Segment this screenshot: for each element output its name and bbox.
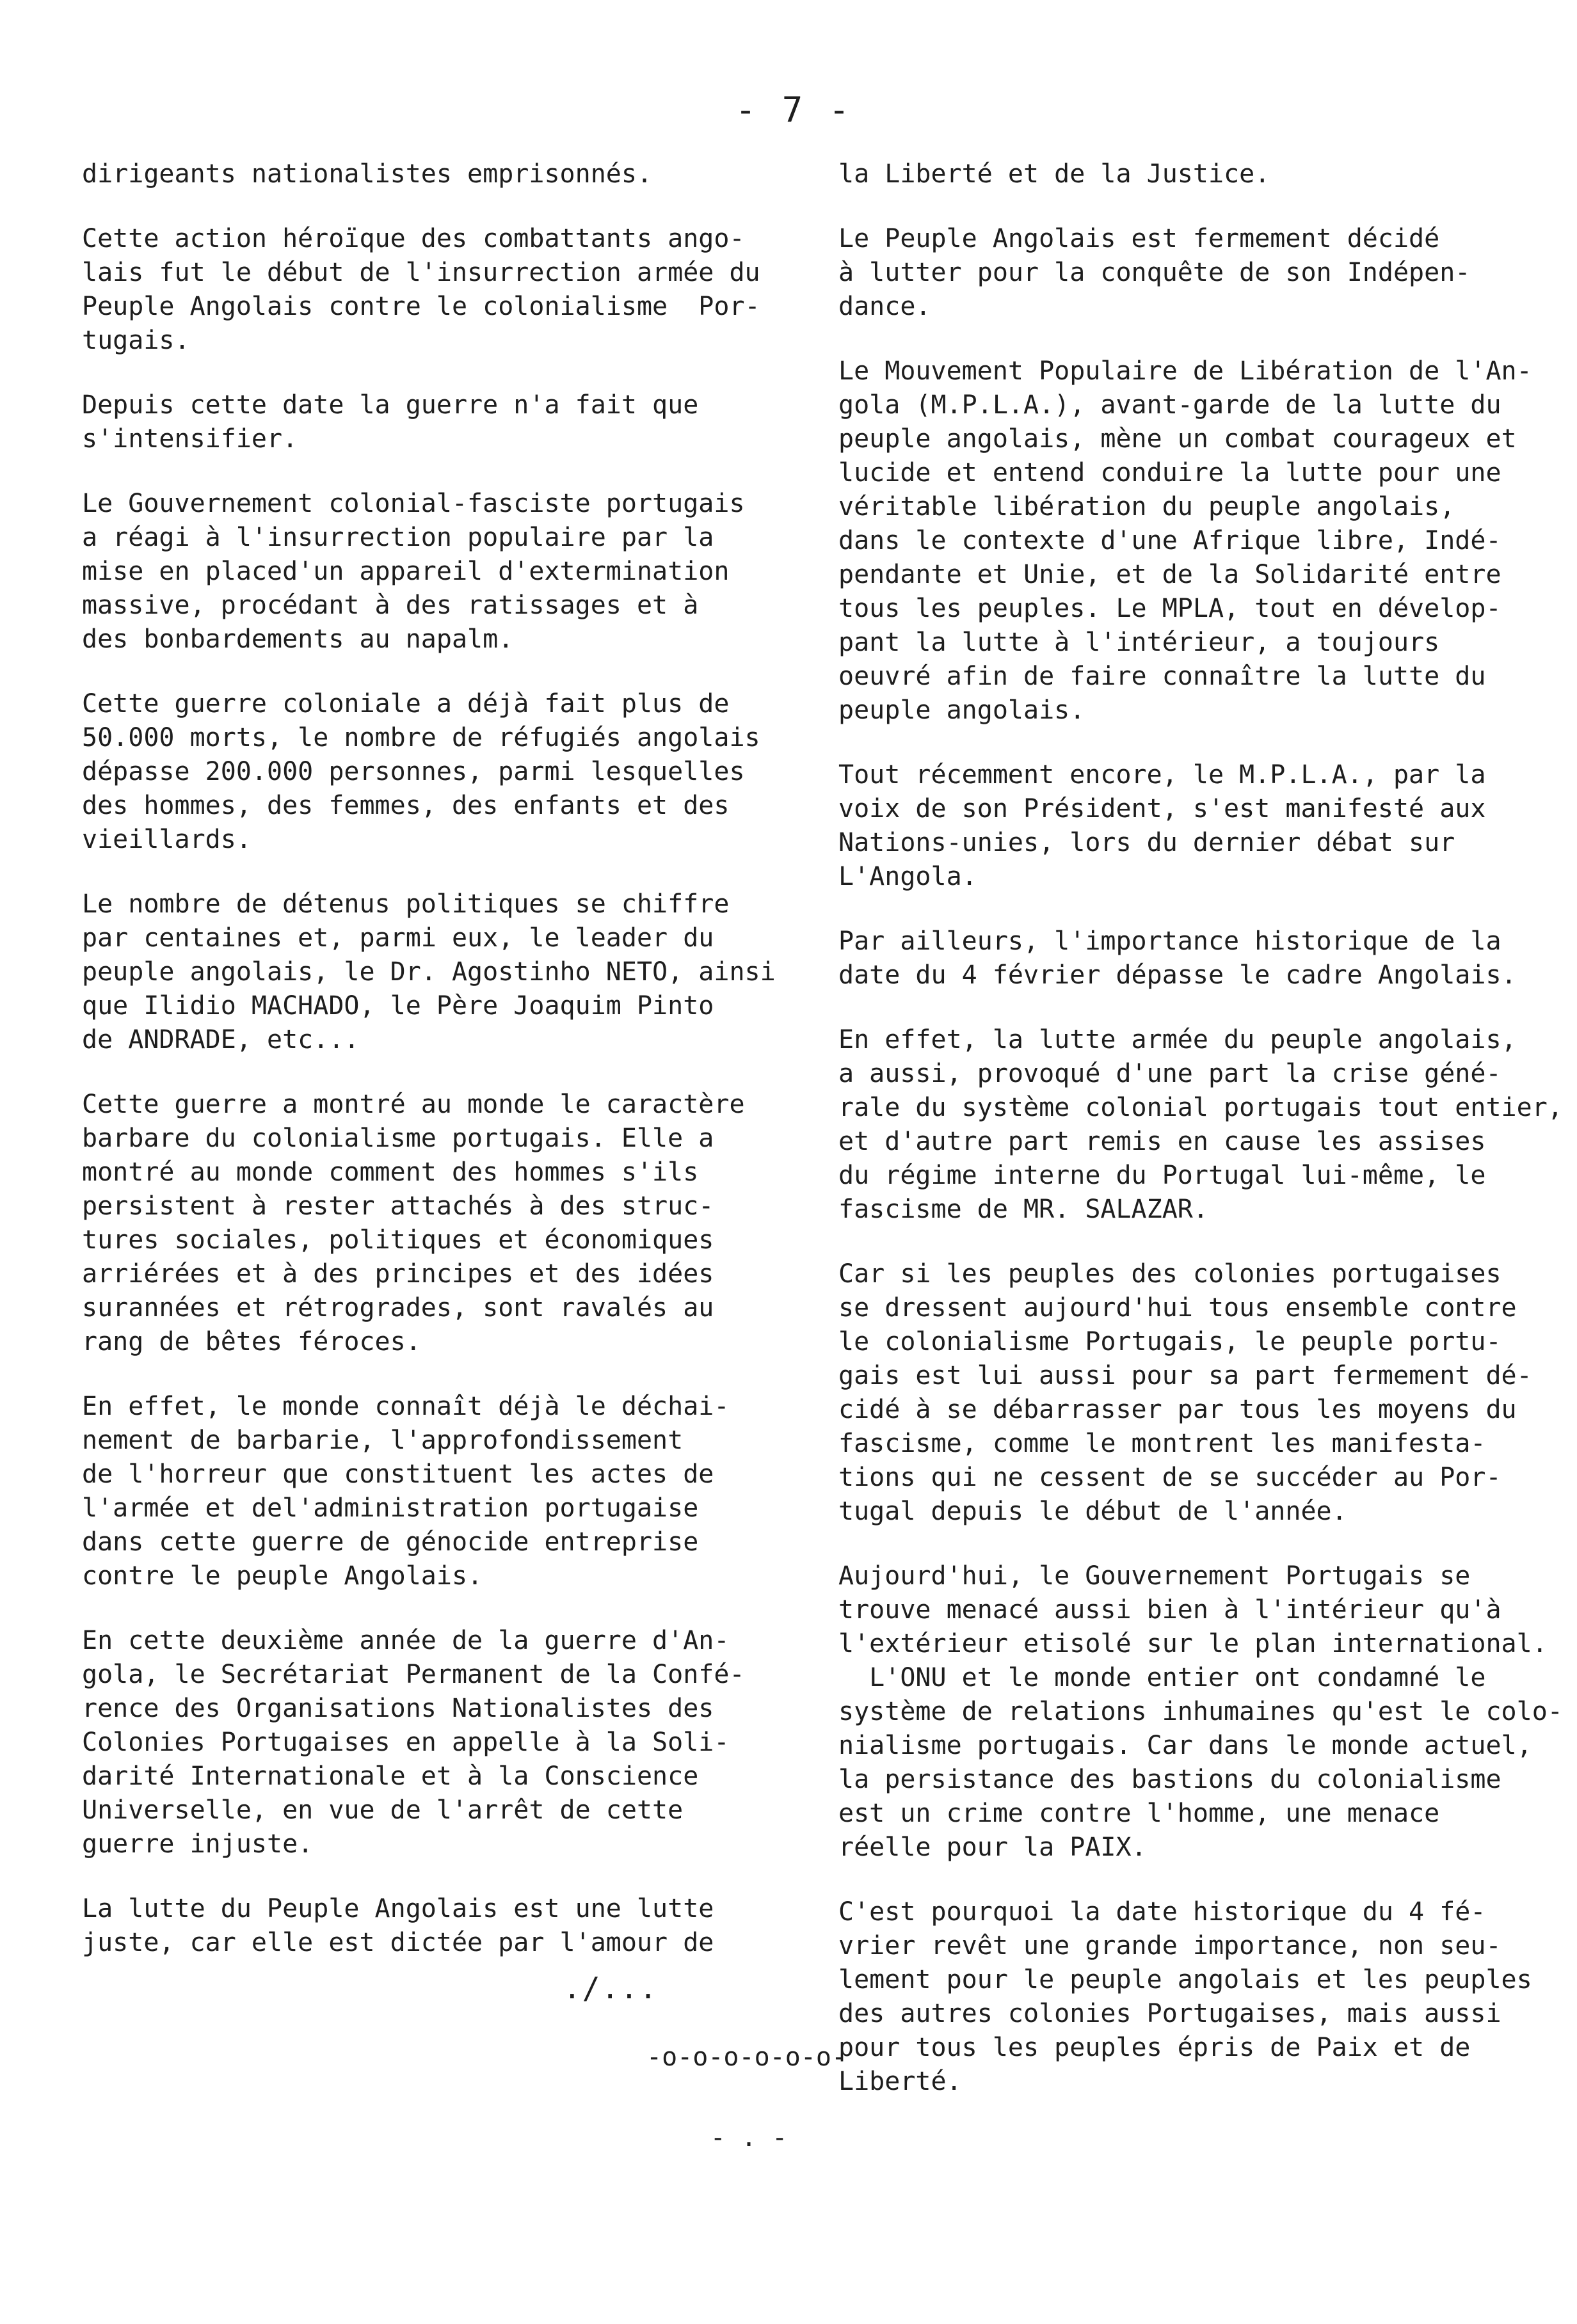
text-line: fascisme, comme le montrent les manifesta- (838, 1429, 1486, 1458)
text-line: des autres colonies Portugaises, mais aussi (838, 1999, 1501, 2028)
text-line: de ANDRADE, etc... (82, 1025, 360, 1055)
text-line: Colonies Portugaises en appelle à la Soli- (82, 1728, 730, 1757)
paragraph (838, 222, 1517, 324)
text-line: voix de son Président, s'est manifesté aux (838, 794, 1486, 824)
text-line: Tout récemment encore, le M.P.L.A., par la (838, 760, 1486, 790)
text-line: tions qui ne cessent de se succéder au Por- (838, 1463, 1501, 1492)
text-line: Car si les peuples des colonies portugaises (838, 1259, 1501, 1289)
paragraph (82, 1088, 760, 1359)
paragraph (838, 758, 1517, 894)
text-line: darité Internationale et à la Conscience (82, 1762, 699, 1791)
text-line: arriérées et à des principes et des idées (82, 1259, 714, 1289)
text-line: système de relations inhumaines qu'est le colo- (838, 1697, 1563, 1726)
text-line: pant la lutte à l'intérieur, a toujours (838, 628, 1440, 657)
text-line: Cette action héroïque des combattants ango- (82, 224, 745, 253)
paragraph (838, 1257, 1532, 1529)
text-line: Par ailleurs, l'importance historique de la (838, 927, 1501, 956)
text-line: nialisme portugais. Car dans le monde actuel, (838, 1731, 1532, 1760)
text-line: gais est lui aussi pour sa part fermement dé- (838, 1361, 1532, 1390)
text-line: de l'horreur que constituent les actes de (82, 1460, 714, 1489)
text-line: fascisme de MR. SALAZAR. (838, 1195, 1208, 1224)
text-line: guerre injuste. (82, 1829, 314, 1859)
paragraph (82, 222, 760, 358)
paragraph (82, 487, 760, 657)
text-line: rence des Organisations Nationalistes des (82, 1694, 714, 1723)
text-line: tures sociales, politiques et économiques (82, 1225, 714, 1255)
text-line: est un crime contre l'homme, une menace (838, 1799, 1440, 1828)
text-line: dance. (838, 292, 931, 321)
text-line: juste, car elle est dictée par l'amour de (82, 1928, 714, 1957)
text-line: oeuvré afin de faire connaître la lutte du (838, 662, 1486, 691)
text-line: Cette guerre coloniale a déjà fait plus de (82, 689, 730, 719)
text-line: persistent à rester attachés à des struc- (82, 1191, 714, 1221)
paragraph (838, 1559, 1563, 1865)
text-line: lais fut le début de l'insurrection armée du (82, 258, 760, 287)
paragraph (82, 1390, 760, 1593)
text-line: peuple angolais, le Dr. Agostinho NETO, ainsi (82, 957, 776, 987)
text-line: date du 4 février dépasse le cadre Angolais. (838, 960, 1517, 990)
text-line: rang de bêtes féroces. (82, 1327, 421, 1357)
paragraph (82, 687, 760, 857)
text-line: L'ONU et le monde entier ont condamné le (838, 1663, 1486, 1692)
text-line: lement pour le peuple angolais et les peuples (838, 1965, 1532, 1994)
text-line: pendante et Unie, et de la Solidarité entre (838, 560, 1501, 589)
paragraph (838, 354, 1532, 728)
text-line: Aujourd'hui, le Gouvernement Portugais se (838, 1561, 1471, 1591)
text-line: réelle pour la PAIX. (838, 1833, 1147, 1862)
text-line: la Liberté et de la Justice. (838, 159, 1270, 189)
text-line: dans le contexte d'une Afrique libre, Indé- (838, 526, 1501, 555)
text-line: par centaines et, parmi eux, le leader du (82, 923, 714, 953)
text-line: véritable libération du peuple angolais, (838, 492, 1455, 521)
text-line: surannées et rétrogrades, sont ravalés au (82, 1293, 714, 1323)
text-line: L'Angola. (838, 862, 977, 891)
text-line: contre le peuple Angolais. (82, 1561, 483, 1591)
text-line: tugais. (82, 326, 190, 355)
text-line: gola, le Secrétariat Permanent de la Confé- (82, 1660, 745, 1689)
text-line: peuple angolais. (838, 696, 1085, 725)
text-line: l'extérieur etisolé sur le plan international. (838, 1629, 1548, 1659)
text-line: a aussi, provoqué d'une part la crise géné- (838, 1059, 1501, 1088)
text-line: s'intensifier. (82, 424, 298, 454)
text-line: En effet, le monde connaît déjà le déchai- (82, 1392, 730, 1421)
text-line: C'est pourquoi la date historique du 4 fé- (838, 1897, 1486, 1927)
text-line: peuple angolais, mène un combat courageux et (838, 424, 1517, 454)
text-line: du régime interne du Portugal lui-même, le (838, 1161, 1486, 1190)
text-line: des hommes, des femmes, des enfants et des (82, 791, 730, 820)
paragraph (82, 1624, 760, 1861)
section-separator: -o-o-o-o-o-o- (646, 2042, 847, 2072)
text-line: dans cette guerre de génocide entreprise (82, 1527, 699, 1557)
paragraph (82, 887, 776, 1057)
text-line: tugal depuis le début de l'année. (838, 1497, 1347, 1526)
text-line: pour tous les peuples épris de Paix et de (838, 2033, 1471, 2062)
text-line: Liberté. (838, 2067, 962, 2096)
text-line: En effet, la lutte armée du peuple angolais, (838, 1025, 1517, 1055)
text-line: montré au monde comment des hommes s'ils (82, 1158, 699, 1187)
text-line: rale du système colonial portugais tout entier, (838, 1093, 1563, 1122)
text-line: Universelle, en vue de l'arrêt de cette (82, 1795, 684, 1825)
text-line: vieillards. (82, 825, 252, 854)
right-column (838, 157, 1563, 2129)
text-line: le colonialisme Portugais, le peuple portu- (838, 1327, 1501, 1357)
text-line: Le Gouvernement colonial-fasciste portugais (82, 489, 745, 518)
text-line: cidé à se débarrasser par tous les moyens du (838, 1395, 1517, 1424)
text-line: La lutte du Peuple Angolais est une lutte (82, 1894, 714, 1923)
text-line: barbare du colonialisme portugais. Elle a (82, 1124, 714, 1153)
text-line: massive, procédant à des ratissages et à (82, 591, 699, 620)
paragraph (82, 388, 760, 456)
text-line: que Ilidio MACHADO, le Père Joaquim Pinto (82, 991, 714, 1021)
text-line: tous les peuples. Le MPLA, tout en dévelop- (838, 594, 1501, 623)
paragraph (838, 157, 1517, 191)
text-line: à lutter pour la conquête de son Indépen- (838, 258, 1471, 287)
text-line: Cette guerre a montré au monde le caractère (82, 1090, 745, 1119)
paragraph (838, 1895, 1532, 2099)
text-line: la persistance des bastions du colonialisme (838, 1765, 1501, 1794)
text-line: a réagi à l'insurrection populaire par la (82, 523, 714, 552)
text-line: Depuis cette date la guerre n'a fait que (82, 390, 699, 420)
paragraph (82, 1892, 760, 1960)
paragraph (838, 925, 1517, 992)
text-line: Peuple Angolais contre le colonialisme Por- (82, 292, 760, 321)
text-line: et d'autre part remis en cause les assises (838, 1127, 1486, 1156)
text-line: 50.000 morts, le nombre de réfugiés angolais (82, 723, 760, 752)
page-number: - 7 - (735, 90, 853, 130)
text-line: En cette deuxième année de la guerre d'An- (82, 1626, 730, 1655)
text-line: mise en placed'un appareil d'extermination (82, 557, 730, 586)
text-line: Nations-unies, lors du dernier débat sur (838, 828, 1455, 857)
text-line: lucide et entend conduire la lutte pour une (838, 458, 1501, 488)
text-line: des bonbardements au napalm. (82, 625, 514, 654)
text-line: vrier revêt une grande importance, non seu- (838, 1931, 1501, 1961)
text-line: se dressent aujourd'hui tous ensemble contre (838, 1293, 1517, 1323)
text-line: dirigeants nationalistes emprisonnés. (82, 159, 653, 189)
text-line: dépasse 200.000 personnes, parmi lesquelles (82, 757, 745, 786)
text-line: gola (M.P.L.A.), avant-garde de la lutte du (838, 390, 1501, 420)
continuation-mark: ./... (563, 1971, 659, 2005)
text-line: nement de barbarie, l'approfondissement (82, 1426, 684, 1455)
text-line: Le nombre de détenus politiques se chiffre (82, 889, 730, 919)
left-column (82, 157, 776, 1991)
text-line: l'armée et del'administration portugaise (82, 1493, 699, 1523)
text-line: Le Mouvement Populaire de Libération de l'An- (838, 356, 1532, 386)
footer-mark: - . - (710, 2123, 788, 2153)
text-line: trouve menacé aussi bien à l'intérieur qu'à (838, 1595, 1501, 1625)
paragraph (82, 157, 760, 191)
text-line: Le Peuple Angolais est fermement décidé (838, 224, 1440, 253)
paragraph (838, 1023, 1563, 1227)
